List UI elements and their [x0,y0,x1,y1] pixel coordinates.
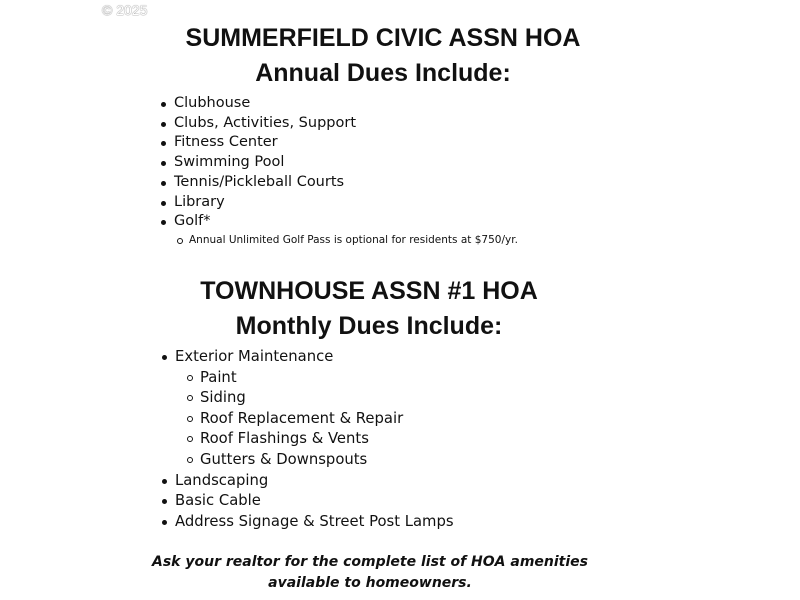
annual-dues-list [174,94,518,249]
monthly-dues-list [175,347,454,532]
list-item-pool: Swimming Pool [174,153,518,173]
sublist-item-siding: Siding [200,388,454,409]
list-item-golf [174,212,518,249]
list-item-clubs: Clubs, Activities, Support [174,114,518,134]
sublist-item-roof-flashings: Roof Flashings & Vents [200,429,454,450]
golf-note: Annual Unlimited Golf Pass is optional for residents at $750/yr. [189,232,518,249]
list-item-clubhouse: Clubhouse [174,94,518,114]
exterior-maintenance-label: Exterior Maintenance [175,348,334,365]
golf-sublist [189,232,518,249]
footer-line-1: Ask your realtor for the complete list of HOA amenities [152,554,588,570]
footer-note [0,552,740,594]
list-item-courts: Tennis/Pickleball Courts [174,173,518,193]
maintenance-sublist [200,368,454,471]
sublist-item-roof-replacement: Roof Replacement & Repair [200,409,454,430]
monthly-dues-heading: Monthly Dues Include: [235,312,503,340]
list-item-exterior-maintenance [175,347,454,471]
sublist-item-paint: Paint [200,368,454,389]
golf-label: Golf* [174,213,211,230]
summerfield-heading: SUMMERFIELD CIVIC ASSN HOA [185,24,581,52]
list-item-fitness: Fitness Center [174,133,518,153]
sublist-item-gutters: Gutters & Downspouts [200,450,454,471]
footer-line-2: available to homeowners. [268,575,472,591]
townhouse-heading: TOWNHOUSE ASSN #1 HOA [200,277,538,305]
list-item-address-signage: Address Signage & Street Post Lamps [175,512,454,533]
list-item-library: Library [174,193,518,213]
annual-dues-heading: Annual Dues Include: [255,59,511,87]
list-item-basic-cable: Basic Cable [175,491,454,512]
copyright-watermark: © 2025 [102,2,148,18]
list-item-landscaping: Landscaping [175,471,454,492]
